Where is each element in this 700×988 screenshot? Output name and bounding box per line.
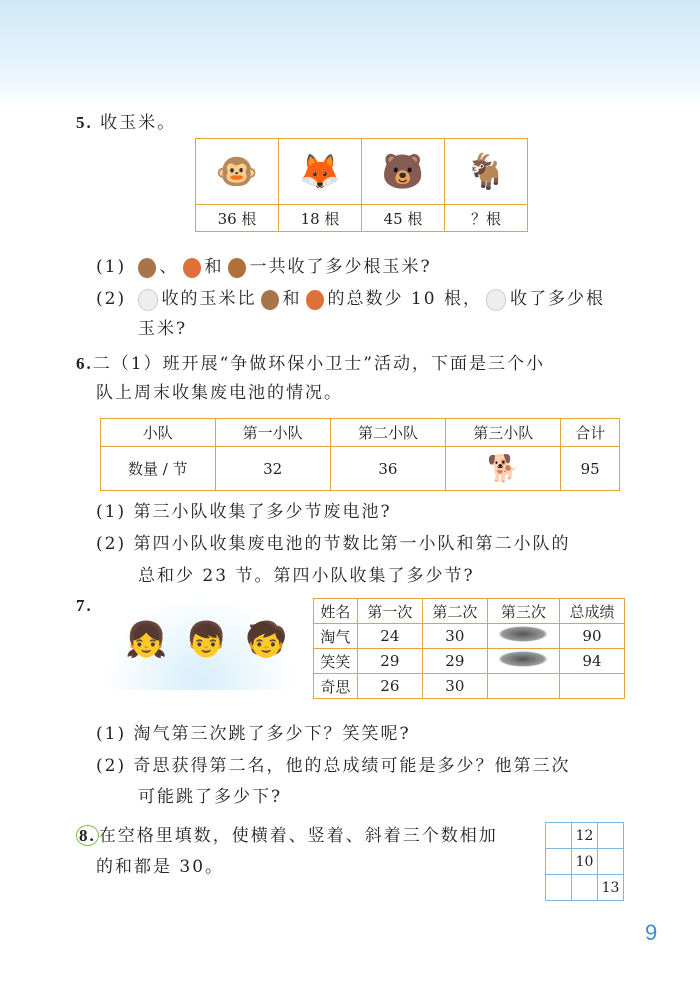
q7-sub2-cont: 可能跳了多少下?: [138, 787, 283, 807]
corn-table: [195, 138, 528, 232]
q8-line2: 的和都是 30。: [96, 857, 225, 877]
q6-sub2: (2) 第四小队收集废电池的节数比第一小队和第二小队的: [96, 534, 571, 554]
fox-icon: 🦊: [279, 139, 362, 205]
cell: 29: [357, 649, 422, 674]
label-cell: 18 根: [279, 205, 362, 232]
goat-icon: [486, 289, 506, 311]
label-cell: 36 根: [196, 205, 279, 232]
grid-cell: 12: [572, 823, 598, 849]
cell: 30: [422, 624, 487, 649]
children-jumping-rope-illustration: 👧 👦 🧒: [105, 595, 295, 690]
grid-cell: 10: [572, 849, 598, 875]
q8-line1: 8. 在空格里填数，使横着、竖着、斜着三个数相加: [76, 821, 498, 846]
ink-blot: [487, 649, 559, 674]
goat-icon: 🐐: [445, 139, 528, 205]
header-cell: 姓名: [314, 599, 358, 624]
cell: 32: [215, 447, 330, 491]
header-cell: 小队: [101, 419, 216, 447]
cell: 30: [422, 674, 487, 699]
cell: 90: [559, 624, 624, 649]
grid-cell[interactable]: [546, 823, 572, 849]
jump-rope-table: [313, 598, 625, 699]
grid-cell[interactable]: [546, 849, 572, 875]
cell: 数量 / 节: [101, 447, 216, 491]
cell: 24: [357, 624, 422, 649]
cell: 26: [357, 674, 422, 699]
ink-blot: [487, 624, 559, 649]
grid-cell[interactable]: [572, 875, 598, 901]
header-band: [0, 0, 700, 105]
challenge-badge: 8.: [76, 825, 99, 846]
fox-icon: [183, 258, 201, 278]
header-cell: 第二小队: [330, 419, 445, 447]
fox-icon: [306, 290, 324, 310]
header-cell: 合计: [561, 419, 620, 447]
grid-cell[interactable]: [598, 823, 624, 849]
bear-icon: [228, 258, 246, 278]
q7-number: 7.: [76, 596, 93, 615]
cell: 29: [422, 649, 487, 674]
header-cell: 第一次: [357, 599, 422, 624]
monkey-icon: 🐵: [196, 139, 279, 205]
goat-icon: [138, 289, 158, 311]
label-cell: ？根: [445, 205, 528, 232]
q7-sub1: (1) 淘气第三次跳了多少下？笑笑呢?: [96, 724, 411, 744]
cell: 94: [559, 649, 624, 674]
battery-table: [100, 418, 620, 491]
q6-sub2-cont: 总和少 23 节。第四小队收集了多少节?: [138, 566, 475, 586]
header-cell: 第三小队: [446, 419, 561, 447]
cell: 淘气: [314, 624, 358, 649]
q6-line1: 6.二（1）班开展“争做环保小卫士”活动，下面是三个小: [76, 354, 545, 374]
header-cell: 第二次: [422, 599, 487, 624]
cell: 笑笑: [314, 649, 358, 674]
header-cell: 总成绩: [559, 599, 624, 624]
monkey-icon: [261, 290, 279, 310]
magic-square-grid: [545, 822, 624, 901]
grid-cell[interactable]: [598, 849, 624, 875]
q5-title: 收玉米。: [100, 113, 177, 133]
monkey-icon: [138, 258, 156, 278]
q5-number: 5.: [76, 113, 93, 132]
header-cell: 第一小队: [215, 419, 330, 447]
cell: 奇思: [314, 674, 358, 699]
cell: [559, 674, 624, 699]
q7-sub2: (2) 奇思获得第二名，他的总成绩可能是多少？他第三次: [96, 756, 571, 776]
q5-sub1: (1) 、 和 一共收了多少根玉米?: [96, 257, 432, 277]
q5-sub2: (2) 收的玉米比 和 的总数少 10 根， 收了多少根: [96, 289, 605, 309]
cell: 36: [330, 447, 445, 491]
grid-cell[interactable]: [546, 875, 572, 901]
cell: [487, 674, 559, 699]
q6-sub1: (1) 第三小队收集了多少节废电池?: [96, 502, 392, 522]
q6-line2: 队上周末收集废电池的情况。: [96, 383, 343, 403]
page-number: 9: [645, 920, 658, 945]
cell: 95: [561, 447, 620, 491]
label-cell: 45 根: [362, 205, 445, 232]
bear-icon: 🐻: [362, 139, 445, 205]
mascot-icon: 🐕: [446, 447, 561, 491]
grid-cell: 13: [598, 875, 624, 901]
header-cell: 第三次: [487, 599, 559, 624]
q5-heading: [76, 108, 176, 133]
q5-sub2-cont: 玉米?: [138, 319, 188, 339]
